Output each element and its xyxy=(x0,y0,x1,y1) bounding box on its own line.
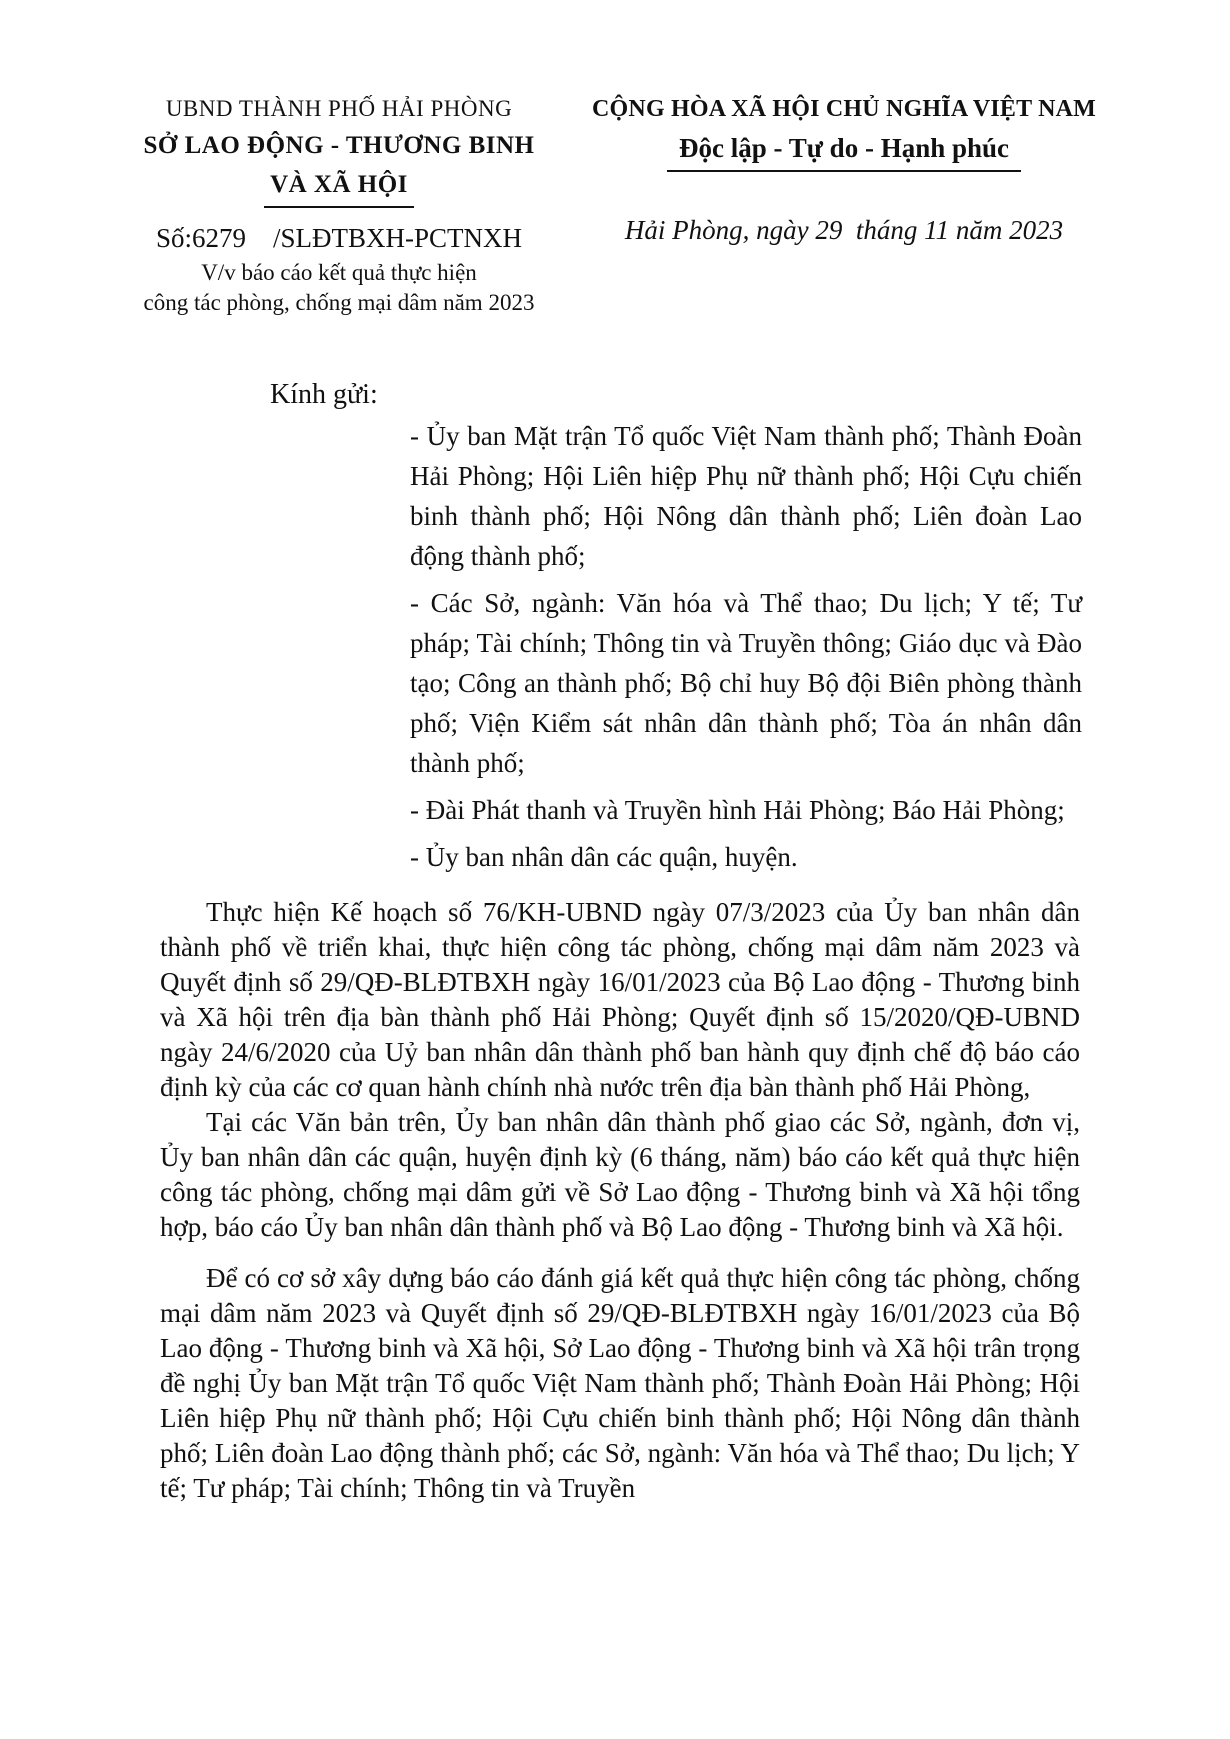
national-title: CỘNG HÒA XÃ HỘI CHỦ NGHĨA VIỆT NAM xyxy=(592,96,1096,122)
document-subject-line1: V/v báo cáo kết quả thực hiện xyxy=(201,260,477,285)
body-paragraph: Tại các Văn bản trên, Ủy ban nhân dân thành phố giao các Sở, ngành, đơn vị, Ủy ban nhân dân các quận, huyện định kỳ (6 tháng, năm) báo cáo kết quả thực hiện công tác phòng, chống mại dâm gửi về Sở Lao động - Thương binh và Xã hội tổng hợp, báo cáo Ủy ban nhân dân thành phố và Bộ Lao động - Thương binh và Xã hội. xyxy=(160,1107,1080,1242)
document-body xyxy=(160,895,1080,1506)
salutation-row xyxy=(270,378,1230,412)
agency-name-line2: VÀ XÃ HỘI xyxy=(264,165,414,208)
recipient-item: - Đài Phát thanh và Truyền hình Hải Phòng; Báo Hải Phòng; xyxy=(410,795,1065,825)
recipient-item: - Ủy ban Mặt trận Tổ quốc Việt Nam thành phố; Thành Đoàn Hải Phòng; Hội Liên hiệp Phụ nữ thành phố; Hội Cựu chiến binh thành phố; Hội Nông dân thành phố; Liên đoàn Lao động thành phố; xyxy=(410,421,1082,571)
place-and-date: Hải Phòng, ngày 29 tháng 11 năm 2023 xyxy=(624,215,1064,245)
agency-name-line2-wrap xyxy=(138,165,540,208)
document-header xyxy=(0,0,1230,318)
agency-name-line1: SỞ LAO ĐỘNG - THƯƠNG BINH xyxy=(143,132,535,159)
recipient-item: - Các Sở, ngành: Văn hóa và Thể thao; Du lịch; Y tế; Tư pháp; Tài chính; Thông tin và Truyền thông; Giáo dục và Đào tạo; Công an thành phố; Bộ chỉ huy Bộ đội Biên phòng thành phố; Viện Kiểm sát nhân dân thành phố; Tòa án nhân dân thành phố; xyxy=(410,588,1082,778)
body-paragraph: Thực hiện Kế hoạch số 76/KH-UBND ngày 07/3/2023 của Ủy ban nhân dân thành phố về triển khai, thực hiện công tác phòng, chống mại dâm năm 2023 và Quyết định số 29/QĐ-BLĐTBXH ngày 16/01/2023 của Bộ Lao động - Thương binh và Xã hội trên địa bàn thành phố Hải Phòng; Quyết định số 15/2020/QĐ-UBND ngày 24/6/2020 của Uỷ ban nhân dân thành phố ban hành quy định chế độ báo cáo định kỳ của các cơ quan hành chính nhà nước trên địa bàn thành phố Hải Phòng, xyxy=(160,897,1080,1102)
recipient-list xyxy=(410,416,1082,877)
document-number: Số:6279 /SLĐTBXH-PCTNXH xyxy=(155,223,523,253)
document-subject-line2: công tác phòng, chống mại dâm năm 2023 xyxy=(143,290,535,315)
parent-agency-name: UBND THÀNH PHỐ HẢI PHÒNG xyxy=(165,96,513,121)
body-paragraph: Để có cơ sở xây dựng báo cáo đánh giá kết quả thực hiện công tác phòng, chống mại dâm năm 2023 và Quyết định số 29/QĐ-BLĐTBXH ngày 16/01/2023 của Bộ Lao động - Thương binh và Xã hội, Sở Lao động - Thương binh và Xã hội trân trọng đề nghị Ủy ban Mặt trận Tổ quốc Việt Nam thành phố; Thành Đoàn Hải Phòng; Hội Liên hiệp Phụ nữ thành phố; Hội Cựu chiến binh thành phố; Hội Nông dân thành phố; Liên đoàn Lao động thành phố; các Sở, ngành: Văn hóa và Thể thao; Du lịch; Y tế; Tư pháp; Tài chính; Thông tin và Truyền xyxy=(160,1263,1080,1503)
issuing-agency-block xyxy=(138,92,540,318)
national-motto-wrap xyxy=(570,130,1118,172)
salutation: Kính gửi: xyxy=(270,379,378,410)
national-motto: Độc lập - Tự do - Hạnh phúc xyxy=(667,130,1021,172)
national-header-block xyxy=(570,92,1118,318)
recipient-item: - Ủy ban nhân dân các quận, huyện. xyxy=(410,842,798,872)
